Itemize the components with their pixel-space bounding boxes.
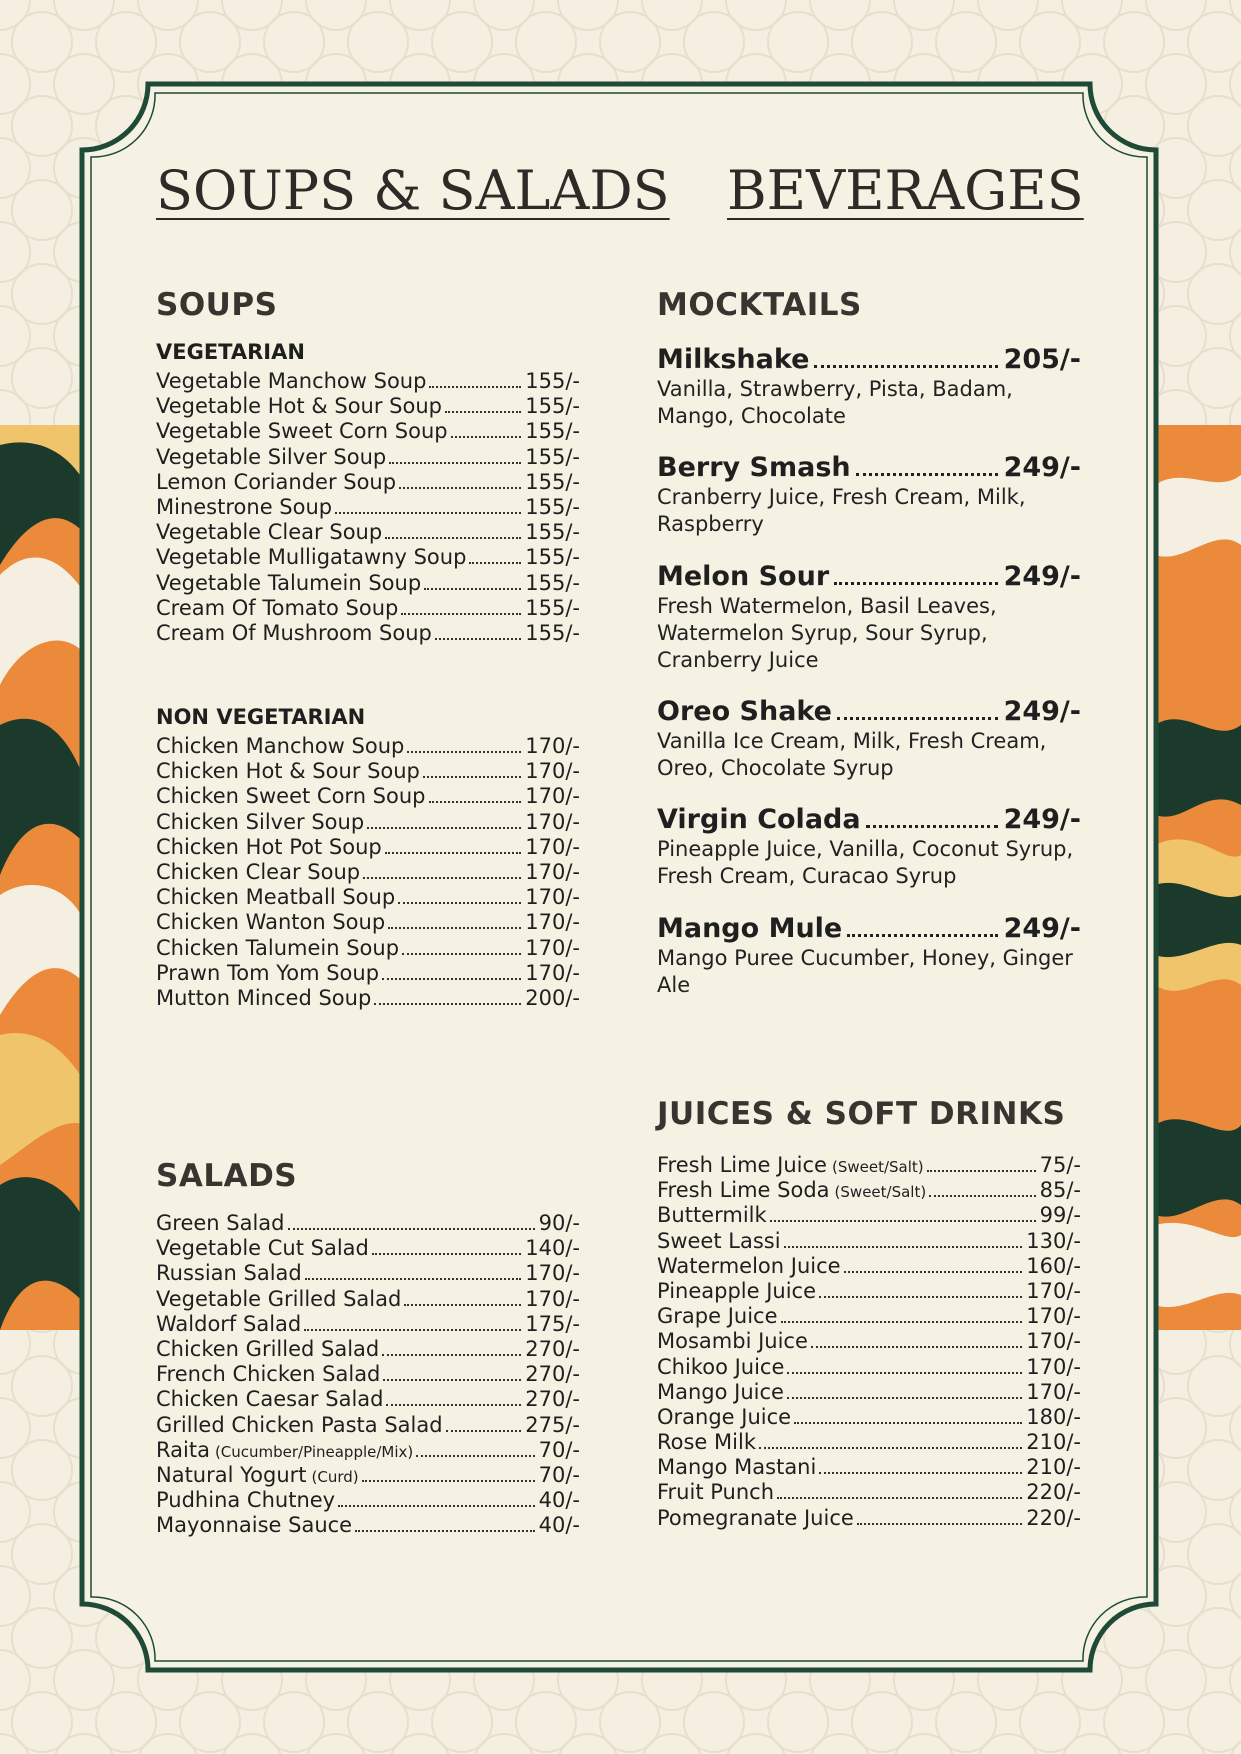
mocktail-name: Mango Mule <box>657 913 843 944</box>
soups-heading: SOUPS <box>156 287 278 323</box>
menu-item-row: Watermelon Juice 160/- <box>657 1253 1081 1278</box>
menu-item-row: Cream Of Mushroom Soup 155/- <box>156 620 580 645</box>
mocktail-name: Melon Sour <box>657 561 830 592</box>
menu-item-row: Mango Juice 170/- <box>657 1379 1081 1404</box>
menu-item-row: Natural Yogurt (Curd) 70/- <box>156 1462 580 1487</box>
menu-item-row: Vegetable Manchow Soup 155/- <box>156 369 580 393</box>
menu-item-row: Russian Salad 170/- <box>156 1261 580 1286</box>
mocktail-item <box>657 913 1081 999</box>
mocktail-item <box>657 696 1081 782</box>
menu-item-row: Vegetable Grilled Salad 170/- <box>156 1286 580 1311</box>
beverages-title: BEVERAGES <box>727 159 1084 222</box>
menu-item-row: Chicken Hot Pot Soup 170/- <box>156 834 580 859</box>
mocktail-price: 249/- <box>1003 452 1081 483</box>
menu-item-row: Chikoo Juice 170/- <box>657 1354 1081 1379</box>
menu-item-row: Vegetable Sweet Corn Soup 155/- <box>156 419 580 444</box>
menu-item-row: Raita (Cucumber/Pineapple/Mix) 70/- <box>156 1437 580 1462</box>
menu-item-row: Chicken Talumein Soup 170/- <box>156 935 580 960</box>
menu-item-row: Vegetable Silver Soup 155/- <box>156 444 580 469</box>
juices-heading: JUICES & SOFT DRINKS <box>657 1096 1066 1132</box>
menu-item-row: Vegetable Talumein Soup 155/- <box>156 570 580 595</box>
menu-item-row: Pineapple Juice 170/- <box>657 1278 1081 1303</box>
mocktail-name: Berry Smash <box>657 452 851 483</box>
menu-item-row: Fresh Lime Juice (Sweet/Salt) 75/- <box>657 1153 1081 1177</box>
menu-item-row: Prawn Tom Yom Soup 170/- <box>156 960 580 985</box>
mocktail-name: Milkshake <box>657 344 810 375</box>
mocktails-heading: MOCKTAILS <box>657 287 862 323</box>
menu-item-row: Pomegranate Juice 220/- <box>657 1505 1081 1530</box>
mocktail-price: 249/- <box>1003 696 1081 727</box>
menu-item-row: Chicken Wanton Soup 170/- <box>156 910 580 935</box>
menu-item-row: Mayonnaise Sauce 40/- <box>156 1513 580 1538</box>
menu-item-row: Chicken Caesar Salad 270/- <box>156 1387 580 1412</box>
menu-item-row: Lemon Coriander Soup 155/- <box>156 469 580 494</box>
mocktail-name: Oreo Shake <box>657 696 832 727</box>
mocktail-description: Pineapple Juice, Vanilla, Coconut Syrup, Fresh Cream, Curacao Syrup <box>657 837 1074 889</box>
menu-item-row: Chicken Meatball Soup 170/- <box>156 885 580 910</box>
vegetarian-subheading: VEGETARIAN <box>156 340 305 364</box>
menu-item-row: Minestrone Soup 155/- <box>156 494 580 519</box>
menu-item-row: Pudhina Chutney 40/- <box>156 1488 580 1513</box>
menu-item-row: French Chicken Salad 270/- <box>156 1362 580 1387</box>
veg-soup-list <box>156 369 580 646</box>
menu-item-row: Vegetable Mulligatawny Soup 155/- <box>156 545 580 570</box>
mocktail-description: Vanilla, Strawberry, Pista, Badam, Mango, Chocolate <box>657 377 1013 429</box>
menu-item-row: Waldorf Salad 175/- <box>156 1311 580 1336</box>
menu-item-row: Rose Milk 210/- <box>657 1430 1081 1455</box>
mocktail-item <box>657 804 1081 890</box>
mocktail-description: Mango Puree Cucumber, Honey, Ginger Ale <box>657 946 1073 998</box>
salad-list <box>156 1211 580 1538</box>
menu-item-row: Buttermilk 99/- <box>657 1203 1081 1228</box>
menu-item-row: Fresh Lime Soda (Sweet/Salt) 85/- <box>657 1178 1081 1203</box>
mocktail-name: Virgin Colada <box>657 804 861 835</box>
soups-salads-title: SOUPS & SALADS <box>156 159 670 222</box>
mocktail-price: 205/- <box>1003 344 1081 375</box>
mocktail-description: Cranberry Juice, Fresh Cream, Milk, Raspberry <box>657 485 1026 537</box>
menu-item-row: Vegetable Hot & Sour Soup 155/- <box>156 394 580 419</box>
menu-item-row: Mosambi Juice 170/- <box>657 1329 1081 1354</box>
menu-item-row: Chicken Sweet Corn Soup 170/- <box>156 784 580 809</box>
nonveg-soup-list <box>156 734 580 1011</box>
mocktail-price: 249/- <box>1003 913 1081 944</box>
menu-item-row: Chicken Manchow Soup 170/- <box>156 734 580 758</box>
mocktail-price: 249/- <box>1003 804 1081 835</box>
non-vegetarian-subheading: NON VEGETARIAN <box>156 705 366 729</box>
juice-list <box>657 1153 1081 1531</box>
menu-item-row: Chicken Clear Soup 170/- <box>156 859 580 884</box>
menu-item-row: Chicken Grilled Salad 270/- <box>156 1336 580 1361</box>
menu-item-row: Vegetable Cut Salad 140/- <box>156 1236 580 1261</box>
mocktail-description: Vanilla Ice Cream, Milk, Fresh Cream, Oreo, Chocolate Syrup <box>657 729 1047 781</box>
salads-heading: SALADS <box>156 1158 298 1194</box>
menu-item-row: Chicken Silver Soup 170/- <box>156 809 580 834</box>
menu-item-row: Cream Of Tomato Soup 155/- <box>156 595 580 620</box>
menu-item-row: Grape Juice 170/- <box>657 1304 1081 1329</box>
menu-item-row: Green Salad 90/- <box>156 1211 580 1235</box>
mocktail-item <box>657 452 1081 538</box>
menu-item-row: Grilled Chicken Pasta Salad 275/- <box>156 1412 580 1437</box>
menu-item-row: Mango Mastani 210/- <box>657 1455 1081 1480</box>
mocktail-price: 249/- <box>1003 561 1081 592</box>
menu-item-row: Chicken Hot & Sour Soup 170/- <box>156 759 580 784</box>
mocktail-description: Fresh Watermelon, Basil Leaves, Watermelon Syrup, Sour Syrup, Cranberry Juice <box>657 594 997 673</box>
mocktail-item <box>657 344 1081 430</box>
mocktail-item <box>657 561 1081 674</box>
menu-item-row: Fruit Punch 220/- <box>657 1480 1081 1505</box>
menu-item-row: Vegetable Clear Soup 155/- <box>156 520 580 545</box>
menu-item-row: Mutton Minced Soup 200/- <box>156 985 580 1010</box>
menu-item-row: Sweet Lassi 130/- <box>657 1228 1081 1253</box>
menu-item-row: Orange Juice 180/- <box>657 1404 1081 1429</box>
